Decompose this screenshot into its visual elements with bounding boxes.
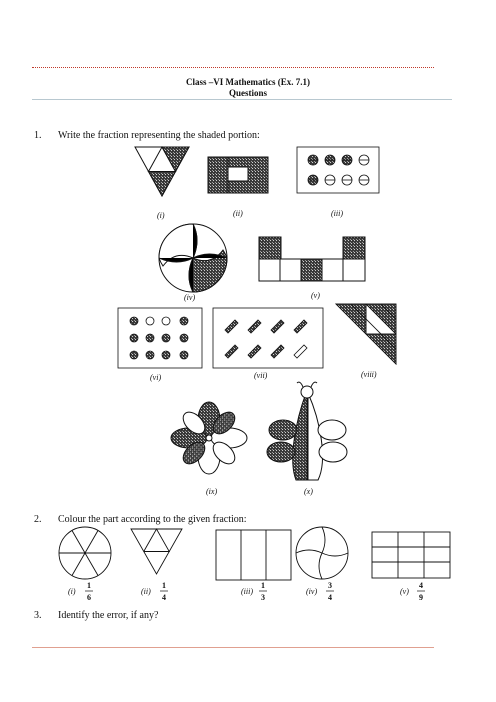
q1-fig-viii-triangle — [336, 304, 396, 364]
q1-fig-x-bee — [267, 382, 347, 480]
q2-label-iv: (iv) — [306, 587, 318, 596]
q1-fig-vii-pencils — [213, 308, 323, 368]
q1-fig-i-triangle — [135, 147, 189, 196]
page-title: Class –VI Mathematics (Ex. 7.1) — [186, 77, 310, 87]
q1-fig-v-ushape — [259, 237, 365, 281]
q1-label-iv: (iv) — [184, 293, 196, 302]
q2-fig-i-circle — [59, 527, 111, 579]
q2-denominator-i: 6 — [87, 593, 91, 602]
q1-label-ii: (ii) — [233, 209, 243, 218]
q2-denominator-iv: 4 — [328, 593, 332, 602]
q1-fig-iii-circles — [297, 147, 379, 193]
q2-fig-iii-rectangle — [216, 530, 291, 580]
q2-label-ii: (ii) — [141, 587, 151, 596]
q2-numerator-iii: 1 — [261, 581, 265, 590]
q1-fig-ix-flower — [171, 402, 247, 474]
q2-label-i: (i) — [68, 587, 76, 596]
q1-fig-vi-flowers — [118, 308, 202, 368]
question-text: Write the fraction representing the shaded portion: — [58, 130, 260, 141]
q1-fig-iv-circle — [159, 224, 227, 292]
q1-label-i: (i) — [157, 211, 165, 220]
q2-fig-v-grid — [372, 532, 450, 578]
q2-fig-ii-triangle — [131, 529, 182, 574]
q2-numerator-iv: 3 — [328, 581, 332, 590]
question-number: 1. — [34, 130, 42, 141]
q1-label-viii: (viii) — [361, 370, 377, 379]
q2-item-iv — [306, 581, 334, 602]
q1-fig-ii-rectangle — [208, 157, 268, 193]
q2-denominator-iii: 3 — [261, 593, 265, 602]
q2-fig-iv-circle — [296, 527, 348, 579]
q1-label-x: (x) — [304, 487, 313, 496]
question-text: Colour the part according to the given fraction: — [58, 514, 247, 525]
q2-item-iii — [241, 581, 267, 602]
q2-numerator-ii: 1 — [162, 581, 166, 590]
q2-numerator-i: 1 — [87, 581, 91, 590]
q2-item-i — [68, 581, 93, 602]
q2-numerator-v: 4 — [419, 581, 423, 590]
q2-item-ii — [141, 581, 168, 602]
question-text: Identify the error, if any? — [58, 610, 159, 621]
q1-label-vi: (vi) — [150, 373, 162, 382]
question-number: 2. — [34, 514, 42, 525]
q1-label-v: (v) — [311, 291, 320, 300]
q2-item-v — [400, 581, 425, 602]
question-number: 3. — [34, 610, 42, 621]
q1-label-iii: (iii) — [331, 209, 343, 218]
q1-label-vii: (vii) — [254, 371, 268, 380]
q2-label-v: (v) — [400, 587, 409, 596]
q1-label-ix: (ix) — [206, 487, 218, 496]
q2-denominator-v: 9 — [419, 593, 423, 602]
bottom-rule — [32, 647, 434, 648]
q2-label-iii: (iii) — [241, 587, 253, 596]
page-subtitle: Questions — [228, 88, 267, 98]
q2-denominator-ii: 4 — [162, 593, 166, 602]
